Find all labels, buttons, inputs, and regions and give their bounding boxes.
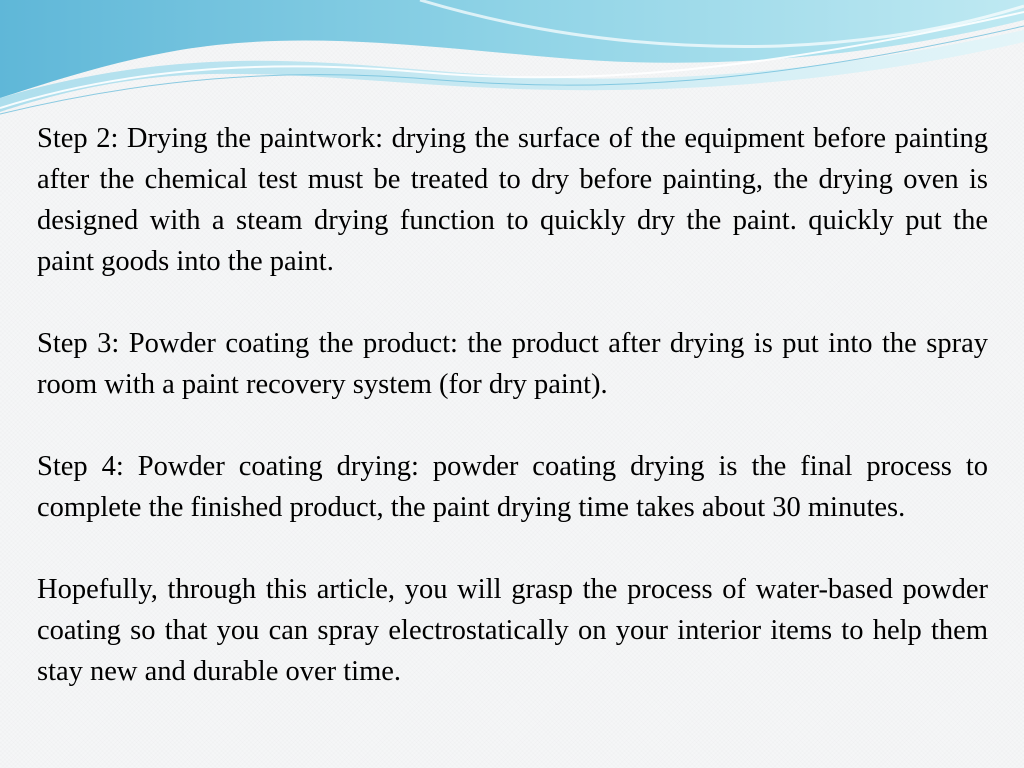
- slide-body-text: [37, 118, 988, 692]
- paragraph-step-3: Step 3: Powder coating the product: the product after drying is put into the spray room with a paint recovery system (for dry paint).: [37, 328, 988, 400]
- paragraph-step-2: Step 2: Drying the paintwork: drying the surface of the equipment before painting after the chemical test must be treated to dry before painting, the drying oven is designed with a steam drying function to quickly dry the paint. quickly put the paint goods into the paint.: [37, 123, 988, 277]
- paragraph-step-4: Step 4: Powder coating drying: powder coating drying is the final process to complete the finished product, the paint drying time takes about 30 minutes.: [37, 451, 988, 523]
- decorative-wave-header: [0, 0, 1024, 120]
- paragraph-conclusion: Hopefully, through this article, you will grasp the process of water-based powder coating so that you can spray electrostatically on your interior items to help them stay new and durable over time.: [37, 574, 988, 687]
